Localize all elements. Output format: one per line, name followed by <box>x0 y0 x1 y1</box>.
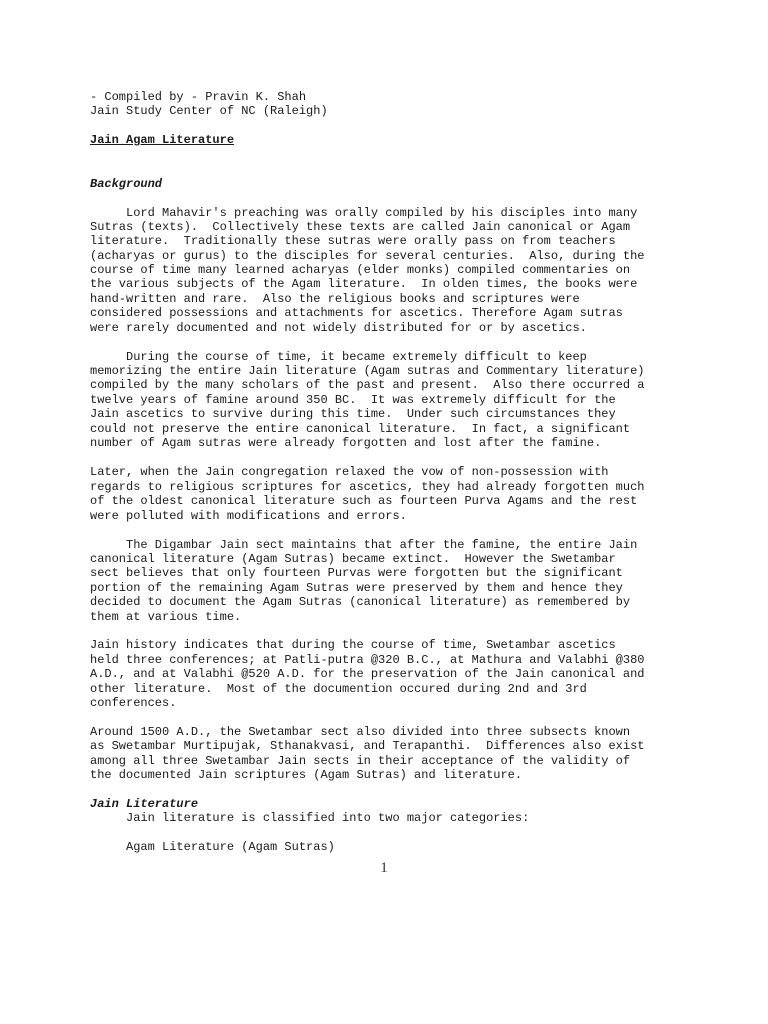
text-line: twelve years of famine around 350 BC. It was extremely difficult for the <box>90 393 616 407</box>
page-number: 1 <box>380 860 388 876</box>
text-line: portion of the remaining Agam Sutras were preserved by them and hence they <box>90 581 623 595</box>
text-line: regards to religious scriptures for ascetics, they had already forgotten much <box>90 480 645 494</box>
text-line: A.D., and at Valabhi @520 A.D. for the preservation of the Jain canonical and <box>90 667 645 681</box>
text-line: canonical literature (Agam Sutras) became extinct. However the Swetambar <box>90 552 616 566</box>
text-line: (acharyas or gurus) to the disciples for several centuries. Also, during the <box>90 249 645 263</box>
text-line: Sutras (texts). Collectively these texts are called Jain canonical or Agam <box>90 220 631 234</box>
text-line: hand-written and rare. Also the religious books and scriptures were <box>90 292 580 306</box>
text-line: During the course of time, it became extremely difficult to keep <box>90 350 587 364</box>
background-heading: Background <box>90 177 163 191</box>
text-line: Around 1500 A.D., the Swetambar sect also divided into three subsects known <box>90 725 631 739</box>
text-line: sect believes that only fourteen Purvas were forgotten but the significant <box>90 566 623 580</box>
text-line: memorizing the entire Jain literature (Agam sutras and Commentary literature) <box>90 364 645 378</box>
text-line: Later, when the Jain congregation relaxed the vow of non-possession with <box>90 465 609 479</box>
text-line: decided to document the Agam Sutras (canonical literature) as remembered by <box>90 595 631 609</box>
text-line: among all three Swetambar Jain sects in their acceptance of the validity of <box>90 754 631 768</box>
text-line: Agam Literature (Agam Sutras) <box>90 840 335 854</box>
text-line: literature. Traditionally these sutras were orally pass on from teachers <box>90 234 616 248</box>
compiled-by-line: - Compiled by - Pravin K. Shah <box>90 90 307 104</box>
text-line: were rarely documented and not widely distributed for or by ascetics. <box>90 321 587 335</box>
text-line: conferences. <box>90 696 177 710</box>
text-line: number of Agam sutras were already forgotten and lost after the famine. <box>90 436 602 450</box>
text-line: as Swetambar Murtipujak, Sthanakvasi, and Terapanthi. Differences also exist <box>90 739 645 753</box>
text-line: the various subjects of the Agam literature. In olden times, the books were <box>90 277 638 291</box>
text-line: considered possessions and attachments for ascetics. Therefore Agam sutras <box>90 306 623 320</box>
text-line: were polluted with modifications and errors. <box>90 509 407 523</box>
text-line: compiled by the many scholars of the past and present. Also there occurred a <box>90 378 645 392</box>
text-line: other literature. Most of the documention occured during 2nd and 3rd <box>90 682 587 696</box>
text-line: Jain literature is classified into two major categories: <box>90 811 530 825</box>
text-line: could not preserve the entire canonical literature. In fact, a significant <box>90 422 631 436</box>
text-line: Jain ascetics to survive during this time. Under such circumstances they <box>90 407 616 421</box>
study-center-line: Jain Study Center of NC (Raleigh) <box>90 104 328 118</box>
text-line: of the oldest canonical literature such as fourteen Purva Agams and the rest <box>90 494 638 508</box>
text-line: the documented Jain scriptures (Agam Sutras) and literature. <box>90 768 523 782</box>
text-line: Lord Mahavir's preaching was orally compiled by his disciples into many <box>90 206 638 220</box>
text-line: The Digambar Jain sect maintains that after the famine, the entire Jain <box>90 538 638 552</box>
text-line: course of time many learned acharyas (elder monks) compiled commentaries on <box>90 263 631 277</box>
text-line: held three conferences; at Patli-putra @320 B.C., at Mathura and Valabhi @380 <box>90 653 645 667</box>
text-line: Jain history indicates that during the course of time, Swetambar ascetics <box>90 638 616 652</box>
jain-literature-heading: Jain Literature <box>90 797 199 811</box>
document-title: Jain Agam Literature <box>90 133 235 147</box>
text-line: them at various time. <box>90 610 242 624</box>
